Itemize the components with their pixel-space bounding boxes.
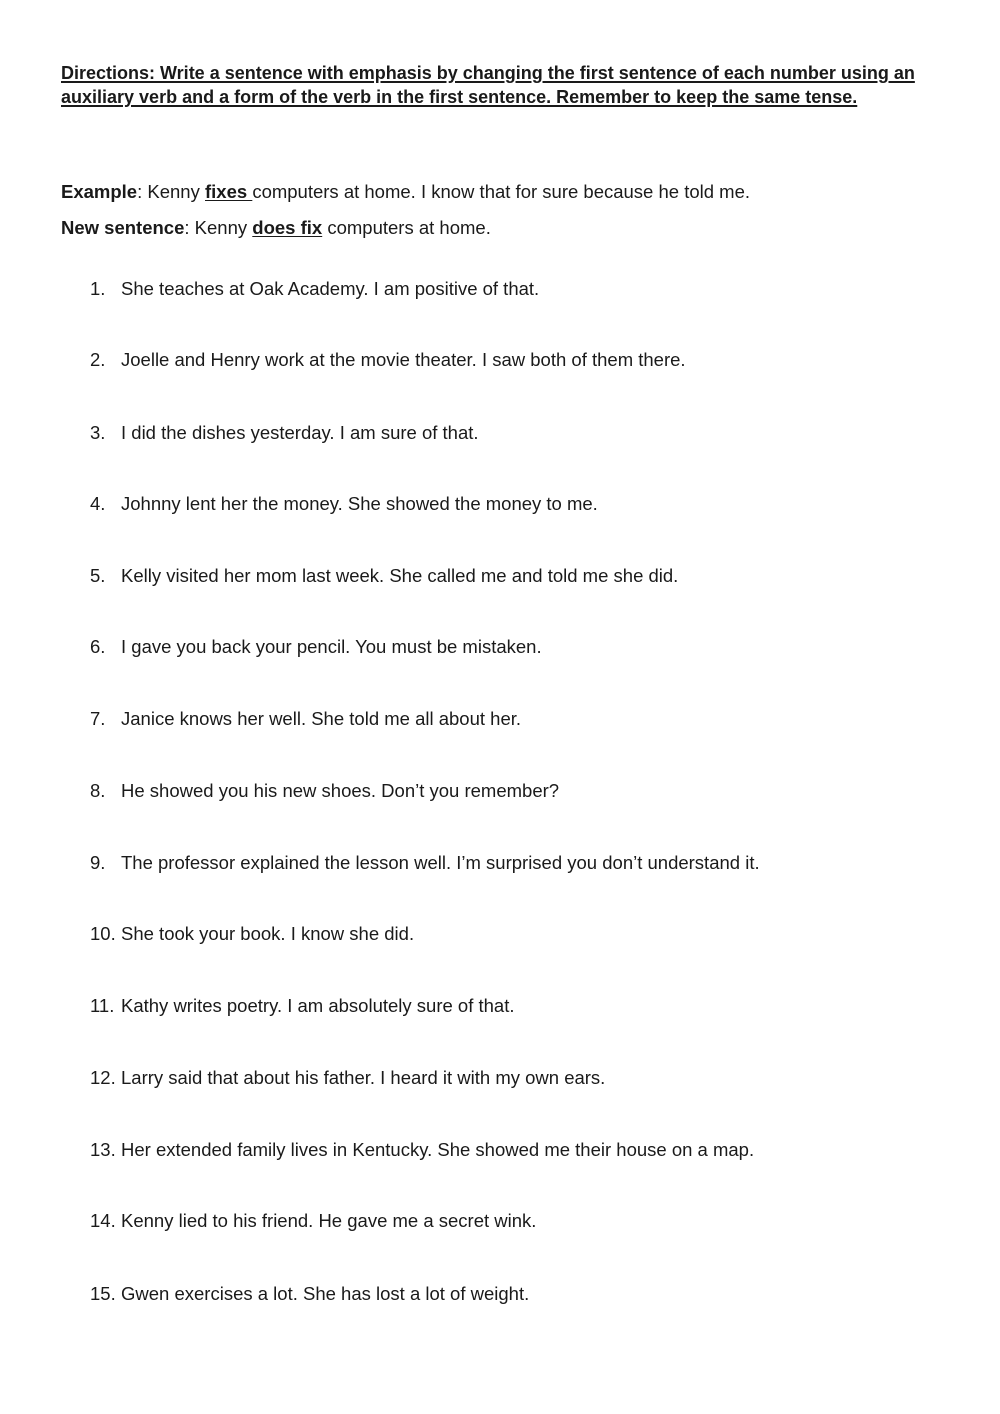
item-number: 5. <box>90 565 106 586</box>
new-sentence-line <box>61 216 491 240</box>
directions-text: Directions: Write a sentence with emphasis by changing the first sentence of each number using an auxiliary verb and a form of the verb in the first sentence. Remember to keep the same tense. <box>61 63 915 107</box>
example-verb: fixes <box>205 181 253 202</box>
item-number: 12. <box>90 1067 116 1088</box>
item-number: 14. <box>90 1210 116 1231</box>
new-sentence-rest: computers at home. <box>322 217 491 238</box>
item-text: Kenny lied to his friend. He gave me a secret wink. <box>121 1210 537 1231</box>
item-number: 1. <box>90 278 106 299</box>
exercise-item <box>90 635 542 659</box>
item-number: 10. <box>90 923 116 944</box>
example-label: Example <box>61 181 138 202</box>
item-text: He showed you his new shoes. Don’t you remember? <box>121 780 560 801</box>
exercise-item <box>90 922 414 946</box>
exercise-item <box>90 779 559 803</box>
item-number: 6. <box>90 636 106 657</box>
example-prefix: : Kenny <box>137 181 205 202</box>
item-text: Larry said that about his father. I heard it with my own ears. <box>121 1067 606 1088</box>
item-text: She teaches at Oak Academy. I am positive of that. <box>121 278 540 299</box>
example-rest: computers at home. I know that for sure because he told me. <box>252 181 751 202</box>
item-text: The professor explained the lesson well. I’m surprised you don’t understand it. <box>121 852 760 873</box>
item-number: 3. <box>90 422 106 443</box>
item-number: 2. <box>90 349 106 370</box>
item-text: Johnny lent her the money. She showed the money to me. <box>121 493 598 514</box>
item-number: 15. <box>90 1283 116 1304</box>
item-text: I did the dishes yesterday. I am sure of that. <box>121 422 479 443</box>
new-sentence-prefix: : Kenny <box>184 217 253 238</box>
item-text: I gave you back your pencil. You must be mistaken. <box>121 636 542 657</box>
item-text: Gwen exercises a lot. She has lost a lot of weight. <box>121 1283 530 1304</box>
item-text: Kathy writes poetry. I am absolutely sure of that. <box>121 995 515 1016</box>
item-number: 4. <box>90 493 106 514</box>
example-line <box>61 180 750 204</box>
exercise-item <box>90 994 514 1018</box>
exercise-item <box>90 707 521 731</box>
item-text: Joelle and Henry work at the movie theater. I saw both of them there. <box>121 349 686 370</box>
item-text: Kelly visited her mom last week. She called me and told me she did. <box>121 565 679 586</box>
exercise-item <box>90 851 760 875</box>
exercise-item <box>90 348 686 372</box>
item-number: 11. <box>90 995 115 1016</box>
exercise-item <box>90 1138 754 1162</box>
item-text: Janice knows her well. She told me all about her. <box>121 708 522 729</box>
exercise-item <box>90 277 539 301</box>
exercise-item <box>90 1066 605 1090</box>
item-number: 13. <box>90 1139 116 1160</box>
exercise-item <box>90 1209 536 1233</box>
item-text: Her extended family lives in Kentucky. She showed me their house on a map. <box>121 1139 755 1160</box>
exercise-item <box>90 421 479 445</box>
item-text: She took your book. I know she did. <box>121 923 415 944</box>
item-number: 8. <box>90 780 106 801</box>
new-sentence-verb: does fix <box>252 217 323 238</box>
exercise-item <box>90 1282 529 1306</box>
item-number: 9. <box>90 852 106 873</box>
new-sentence-label: New sentence <box>61 217 185 238</box>
exercise-item <box>90 492 598 516</box>
exercise-item <box>90 564 678 588</box>
item-number: 7. <box>90 708 106 729</box>
